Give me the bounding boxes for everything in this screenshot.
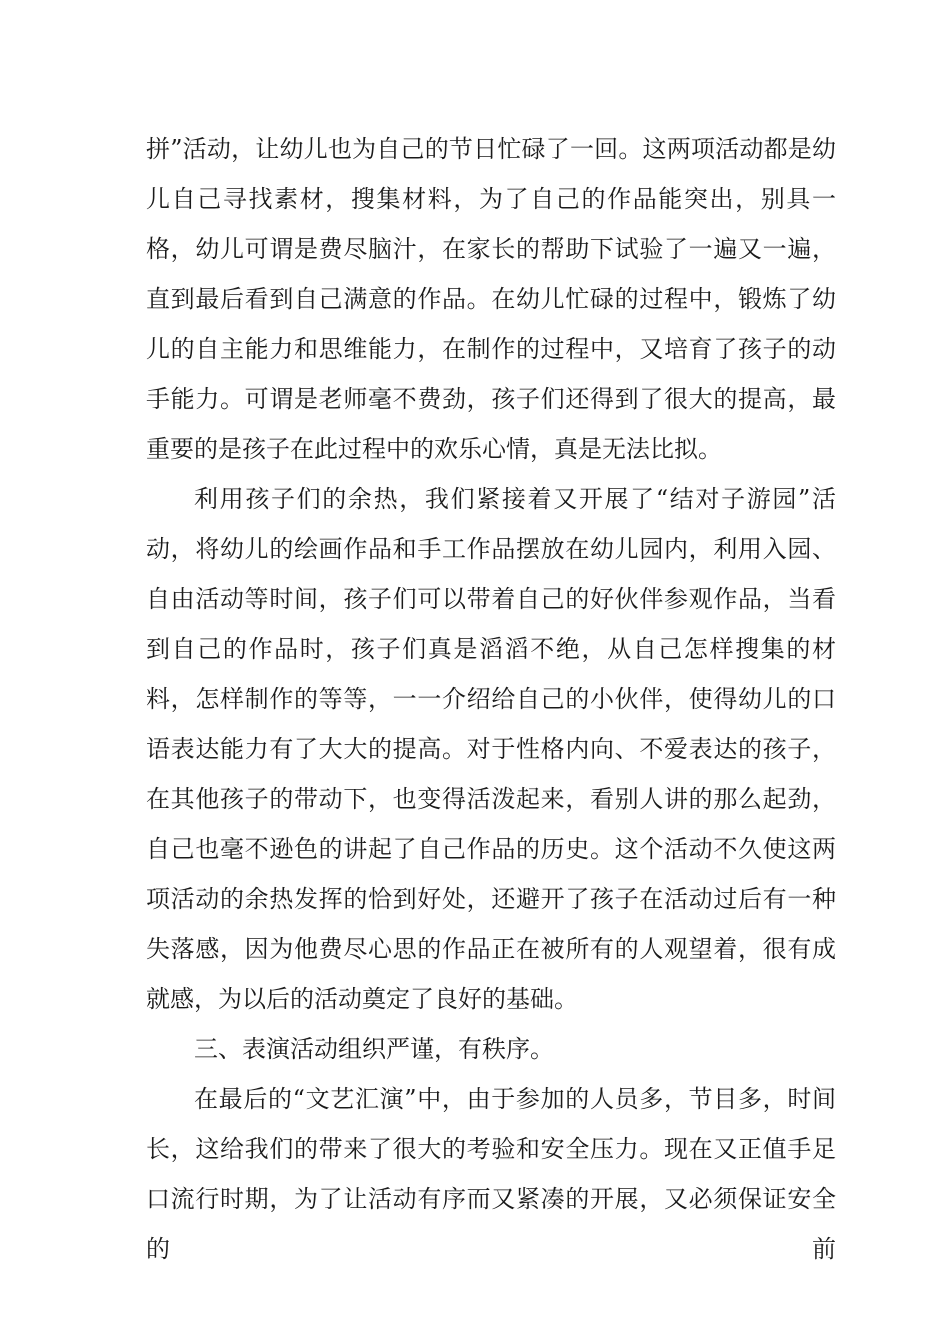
- document-body: [146, 124, 836, 1274]
- section-heading-performance: 三、表演活动组织严谨，有秩序。: [194, 1035, 554, 1063]
- paragraph-continued: 拼”活动，让幼儿也为自己的节日忙碌了一回。这两项活动都是幼儿自己寻找素材，搜集材料，为了自己的作品能突出，别具一格，幼儿可谓是费尽脑汁，在家长的帮助下试验了一遍又一遍，直到最后看到自己满意的作品。在幼儿忙碌的过程中，锻炼了幼儿的自主能力和思维能力，在制作的过程中，又培育了孩子的动手能力。可谓是老师毫不费劲，孩子们还得到了很大的提高，最重要的是孩子在此过程中的欢乐心情，真是无法比拟。: [146, 135, 836, 463]
- paragraph-art-performance: 在最后的“文艺汇演”中，由于参加的人员多，节目多，时间长，这给我们的带来了很大的考验和安全压力。现在又正值手足口流行时期，为了让活动有序而又紧凑的开展，又必须保证安全的前: [146, 1085, 836, 1263]
- paragraph-pairing-garden-activity: 利用孩子们的余热，我们紧接着又开展了“结对子游园”活动，将幼儿的绘画作品和手工作品摆放在幼儿园内，利用入园、自由活动等时间，孩子们可以带着自己的好伙伴参观作品，当看到自己的作品时，孩子们真是滔滔不绝，从自己怎样搜集的材料，怎样制作的等等，一一介绍给自己的小伙伴，使得幼儿的口语表达能力有了大大的提高。对于性格内向、不爱表达的孩子，在其他孩子的带动下，也变得活泼起来，看别人讲的那么起劲，自己也毫不逊色的讲起了自己作品的历史。这个活动不久使这两项活动的余热发挥的恰到好处，还避开了孩子在活动过后有一种失落感，因为他费尽心思的作品正在被所有的人观望着，很有成就感，为以后的活动奠定了良好的基础。: [146, 485, 836, 1013]
